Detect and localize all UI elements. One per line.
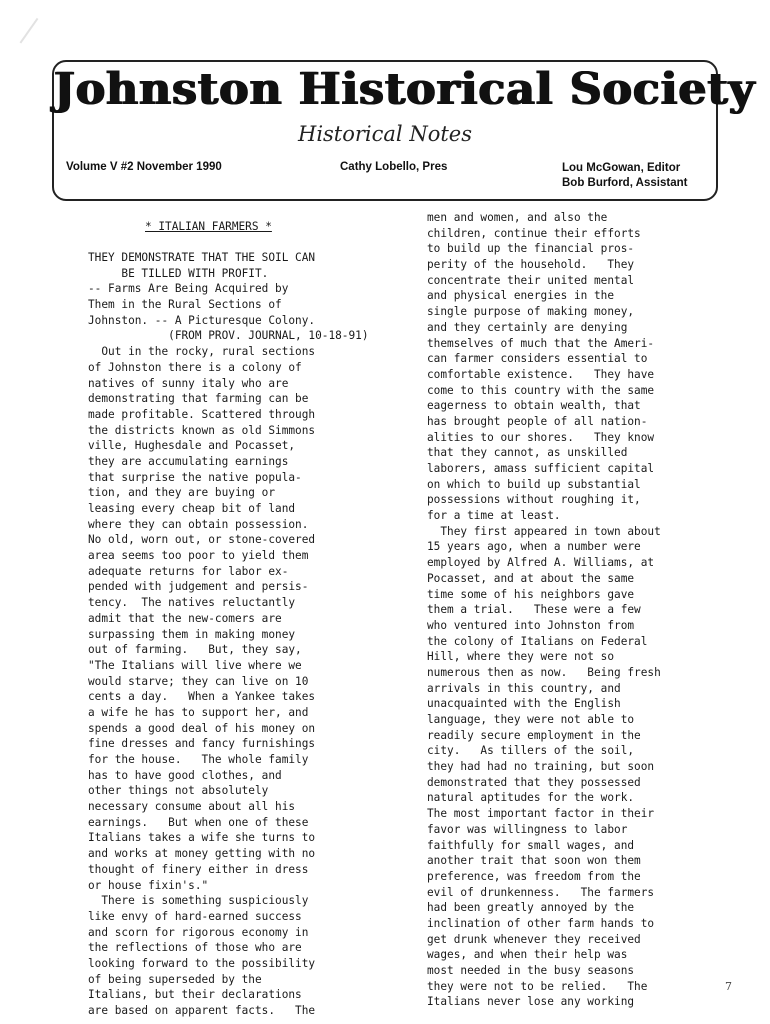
- text-line: Johnston. -- A Picturesque Colony.: [88, 313, 316, 327]
- text-line: looking forward to the possibility: [88, 956, 316, 970]
- text-line: most needed in the busy seasons: [427, 964, 635, 977]
- text-line: numerous then as now. Being fresh: [427, 665, 661, 679]
- text-line: readily secure employment in the: [427, 728, 641, 742]
- text-line: admit that the new-comers are: [88, 611, 282, 625]
- text-line: There is something suspiciously: [88, 894, 309, 908]
- text-line: demonstrated that they possessed: [427, 775, 641, 789]
- text-line: preference, was freedom from the: [427, 869, 641, 883]
- newsletter-subtitle: Historical Notes: [298, 122, 472, 146]
- text-line: they were not to be relied. The: [427, 979, 648, 993]
- text-line: natural aptitudes for the work.: [427, 791, 635, 805]
- society-name: Johnston Historical Society: [54, 64, 756, 115]
- left-column: [88, 250, 388, 1019]
- text-line: another trait that soon won them: [427, 854, 641, 868]
- text-line: leasing every cheap bit of land: [88, 502, 296, 515]
- text-line: they are accumulating earnings: [88, 454, 289, 468]
- text-line: favor was willingness to labor: [427, 822, 628, 836]
- text-line: the districts known as old Simmons: [88, 423, 316, 437]
- text-line: Italians never lose any working: [427, 995, 635, 1009]
- editor-credits: [562, 161, 687, 191]
- text-line: spends a good deal of his money on: [88, 721, 316, 735]
- text-line: city. As tillers of the soil,: [427, 744, 635, 758]
- text-line: adequate returns for labor ex-: [88, 564, 289, 578]
- text-line: made profitable. Scattered through: [88, 407, 316, 421]
- text-line: of being superseded by the: [88, 972, 262, 986]
- text-line: evil of drunkenness. The farmers: [427, 885, 655, 899]
- text-line: can farmer considers essential to: [427, 352, 648, 366]
- text-line: Italians, but their declarations: [88, 988, 302, 1002]
- text-line: faithfully for small wages, and: [427, 838, 635, 852]
- text-line: they had had no training, but soon: [427, 760, 655, 774]
- text-line: where they can obtain possession.: [88, 517, 309, 531]
- page-number: 7: [725, 980, 732, 993]
- text-line: surpassing them in making money: [88, 627, 296, 641]
- text-line: eagerness to obtain wealth, that: [427, 399, 641, 413]
- text-line: BE TILLED WITH PROFIT.: [88, 266, 269, 280]
- text-line: would starve; they can live on 10: [88, 674, 309, 688]
- text-line: come to this country with the same: [427, 383, 655, 397]
- text-line: had been greatly annoyed by the: [427, 901, 635, 915]
- text-line: inclination of other farm hands to: [427, 916, 655, 930]
- text-line: tion, and they are buying or: [88, 486, 276, 500]
- text-line: single purpose of making money,: [427, 305, 635, 319]
- text-line: to build up the financial pros-: [427, 242, 635, 256]
- text-line: wages, and when their help was: [427, 948, 628, 962]
- text-line: "The Italians will live where we: [88, 658, 302, 672]
- text-line: who ventured into Johnston from: [427, 618, 635, 632]
- text-line: natives of sunny italy who are: [88, 376, 289, 390]
- text-line: them a trial. These were a few: [427, 603, 641, 617]
- text-line: and they certainly are denying: [427, 320, 628, 334]
- text-line: No old, worn out, or stone-covered: [88, 533, 316, 547]
- text-line: a wife he has to support her, and: [88, 705, 309, 719]
- text-line: the colony of Italians on Federal: [427, 634, 648, 648]
- text-line: the reflections of those who are: [88, 941, 302, 955]
- text-line: ville, Hughesdale and Pocasset,: [88, 439, 296, 453]
- text-line: and works at money getting with no: [88, 847, 316, 861]
- text-line: Them in the Rural Sections of: [88, 298, 282, 312]
- text-line: men and women, and also the: [427, 211, 608, 224]
- text-line: -- Farms Are Being Acquired by: [88, 282, 289, 296]
- editor-credit: Lou McGowan, Editor: [562, 162, 681, 174]
- text-line: comfortable existence. They have: [427, 367, 655, 381]
- text-line: get drunk whenever they received: [427, 932, 641, 946]
- right-column: [427, 210, 727, 1010]
- assistant-credit: Bob Burford, Assistant: [562, 177, 688, 189]
- masthead: [52, 60, 756, 201]
- text-line: that surprise the native popula-: [88, 470, 302, 484]
- text-line: of Johnston there is a colony of: [88, 360, 302, 374]
- text-line: for a time at least.: [427, 509, 561, 523]
- text-line: children, continue their efforts: [427, 226, 641, 240]
- text-line: or house fixin's.": [88, 878, 209, 892]
- text-line: laborers, amass sufficient capital: [427, 462, 655, 475]
- text-line: and scorn for rigorous economy in: [88, 925, 309, 939]
- text-line: employed by Alfred A. Williams, at: [427, 556, 655, 570]
- text-line: 15 years ago, when a number were: [427, 540, 641, 554]
- text-line: like envy of hard-earned success: [88, 909, 302, 923]
- text-line: arrivals in this country, and: [427, 681, 621, 695]
- text-line: possessions without roughing it,: [427, 493, 641, 507]
- text-line: other things not absolutely: [88, 784, 269, 798]
- article-heading: * ITALIAN FARMERS *: [145, 220, 272, 233]
- text-line: and physical energies in the: [427, 289, 615, 303]
- text-line: pended with judgement and persis-: [88, 580, 309, 594]
- text-line: THEY DEMONSTRATE THAT THE SOIL CAN: [88, 251, 316, 264]
- text-line: cents a day. When a Yankee takes: [88, 690, 316, 704]
- text-line: concentrate their united mental: [427, 273, 635, 287]
- text-line: The most important factor in their: [427, 807, 655, 821]
- text-line: out of farming. But, they say,: [88, 643, 302, 657]
- text-line: They first appeared in town about: [427, 524, 661, 538]
- text-line: that they cannot, as unskilled: [427, 446, 628, 460]
- text-line: demonstrating that farming can be: [88, 392, 309, 406]
- text-line: on which to build up substantial: [427, 477, 641, 491]
- paper-mark: [20, 18, 57, 56]
- text-line: thought of finery either in dress: [88, 862, 309, 876]
- text-line: has to have good clothes, and: [88, 768, 282, 782]
- text-line: earnings. But when one of these: [88, 815, 309, 829]
- text-line: tency. The natives reluctantly: [88, 596, 296, 610]
- text-line: are based on apparent facts. The: [88, 1004, 316, 1017]
- text-line: necessary consume about all his: [88, 800, 296, 814]
- text-line: (FROM PROV. JOURNAL, 10-18-91): [88, 329, 369, 343]
- text-line: area seems too poor to yield them: [88, 549, 309, 563]
- text-line: Out in the rocky, rural sections: [88, 345, 316, 359]
- text-line: language, they were not able to: [427, 713, 635, 726]
- text-line: fine dresses and fancy furnishings: [88, 737, 316, 751]
- text-line: for the house. The whole family: [88, 753, 309, 766]
- text-line: themselves of much that the Ameri-: [427, 336, 655, 350]
- text-line: perity of the household. They: [427, 258, 635, 272]
- president-credit: Cathy Lobello, Pres: [340, 161, 448, 173]
- text-line: time some of his neighbors gave: [427, 587, 635, 601]
- text-line: has brought people of all nation-: [427, 414, 648, 428]
- text-line: unacquainted with the English: [427, 697, 621, 711]
- text-line: Italians takes a wife she turns to: [88, 831, 316, 845]
- text-line: Hill, where they were not so: [427, 650, 615, 664]
- text-line: Pocasset, and at about the same: [427, 571, 635, 585]
- volume-issue: Volume V #2 November 1990: [66, 161, 222, 173]
- text-line: alities to our shores. They know: [427, 430, 655, 444]
